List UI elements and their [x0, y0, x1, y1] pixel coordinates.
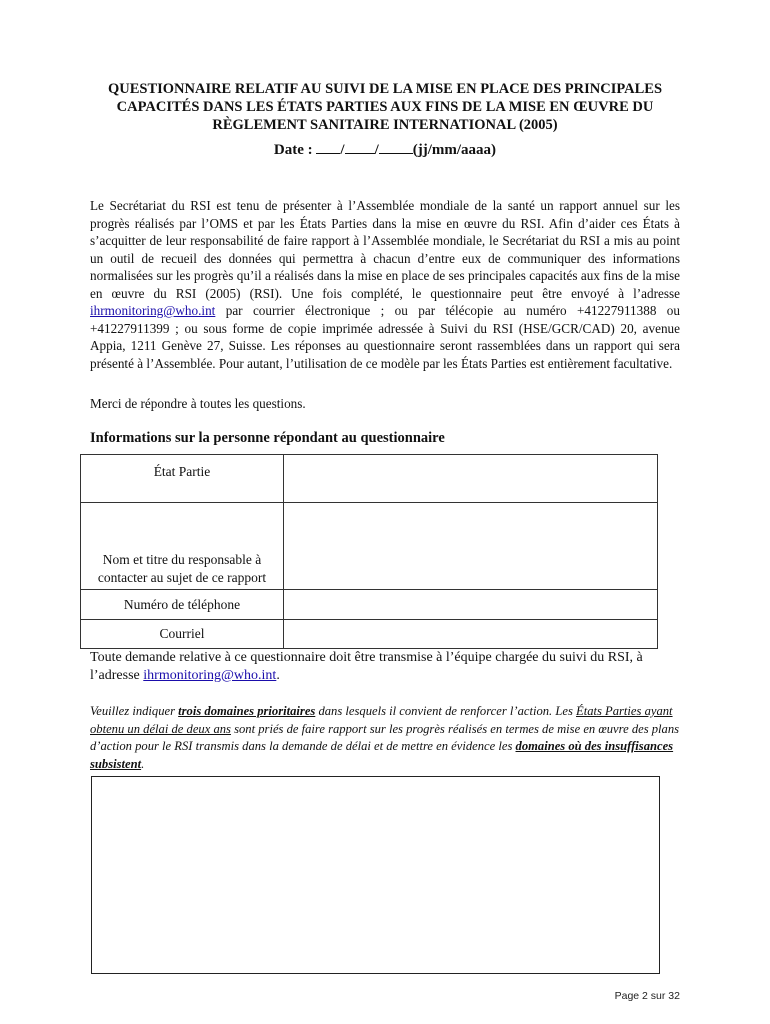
title-line-3: RÈGLEMENT SANITAIRE INTERNATIONAL (2005) — [212, 117, 558, 133]
table-label: État Partie — [81, 455, 284, 503]
email-link[interactable]: ihrmonitoring@who.int — [90, 303, 216, 318]
date-format-hint: (jj/mm/aaaa) — [412, 142, 497, 158]
note-text: . — [141, 756, 145, 771]
table-row — [81, 620, 658, 649]
note-text: dans lesquels il convient de renforcer l’action. Les — [315, 704, 576, 718]
courriel-field[interactable] — [284, 620, 658, 649]
note-emphasis: trois domaines prioritaires — [178, 704, 316, 718]
section-title: Informations sur la personne répondant au questionnaire — [90, 430, 445, 446]
date-separator: / — [340, 142, 345, 158]
respondent-table — [80, 454, 658, 649]
date-line — [60, 141, 710, 159]
responsable-field[interactable] — [284, 503, 658, 590]
date-separator: / — [374, 142, 379, 158]
page-number: Page 2 sur 32 — [614, 990, 680, 1002]
table-label: Courriel — [81, 620, 284, 649]
date-year-field[interactable] — [379, 141, 413, 154]
date-month-field[interactable] — [345, 141, 375, 154]
document-title — [60, 80, 710, 134]
contact-text: Toute demande relative à ce questionnaire doit être transmise à l’équipe chargée du suivi du RSI, à l’adresse — [90, 650, 643, 683]
table-label: Numéro de téléphone — [81, 590, 284, 620]
merci-text: Merci de répondre à toutes les questions. — [90, 396, 306, 411]
intro-text-continued: par courrier électronique ; ou par télécopie au numéro +41227911388 ou +41227911399 ; ou sous forme de copie imprimée adressée à Suivi du RSI (HSE/GCR/CAD) 20, avenue Appia, 1211 Genève 27, Suisse. Les réponses au questionnaire seront rassemblées dans un rapport qui sera présenté à l’Assemblée. Pour autant, l’utilisation de ce modèle par les États Parties est entièrement facultative. — [90, 303, 680, 371]
date-label: Date : — [273, 142, 313, 158]
table-row — [81, 590, 658, 620]
title-line-1: QUESTIONNAIRE RELATIF AU SUIVI DE LA MISE EN PLACE DES PRINCIPALES — [107, 81, 663, 97]
date-day-field[interactable] — [316, 141, 340, 154]
contact-paragraph — [90, 649, 690, 685]
contact-end: . — [276, 668, 280, 683]
note-emphasis: domaines où des insuffisances subsistent — [90, 739, 674, 771]
note-text: Veuillez indiquer — [90, 704, 179, 718]
priority-domains-answer-box[interactable] — [91, 776, 660, 974]
note-text: sont priés de faire rapport sur les progrès réalisés en termes de mise en œuvre des plans d’action pour le RSI transmis dans la demande de délai et de mettre en évidence les — [90, 721, 680, 753]
table-row — [81, 503, 658, 590]
intro-paragraph — [90, 197, 680, 372]
note-underlined: États Parties ayant obtenu un délai de deux ans — [90, 704, 673, 736]
etat-partie-field[interactable] — [284, 455, 658, 503]
email-link[interactable]: ihrmonitoring@who.int — [143, 668, 277, 683]
table-row — [81, 455, 658, 503]
intro-text: Le Secrétariat du RSI est tenu de présenter à l’Assemblée mondiale de la santé un rapport annuel sur les progrès réalisés par l’OMS et par les États Parties dans la mise en œuvre du RSI. Afin d’aider ces États à s’acquitter de leur responsabilité de faire rapport à l’Assemblée mondiale, le Secrétariat du RSI a mis au point un outil de recueil des données qui permettra à chacun d’entre eux de communiquer des informations normalisées sur les progrès qu’il a réalisés dans la mise en place de ses principales capacités aux fins de la mise en œuvre du RSI (2005) (RSI). Une fois complété, le questionnaire peut être envoyé à l’adresse — [90, 198, 680, 301]
telephone-field[interactable] — [284, 590, 658, 620]
table-label: Nom et titre du responsable à contacter au sujet de ce rapport — [81, 503, 284, 590]
title-line-2: CAPACITÉS DANS LES ÉTATS PARTIES AUX FINS DE LA MISE EN ŒUVRE DU — [116, 99, 654, 115]
instruction-note — [90, 703, 682, 773]
